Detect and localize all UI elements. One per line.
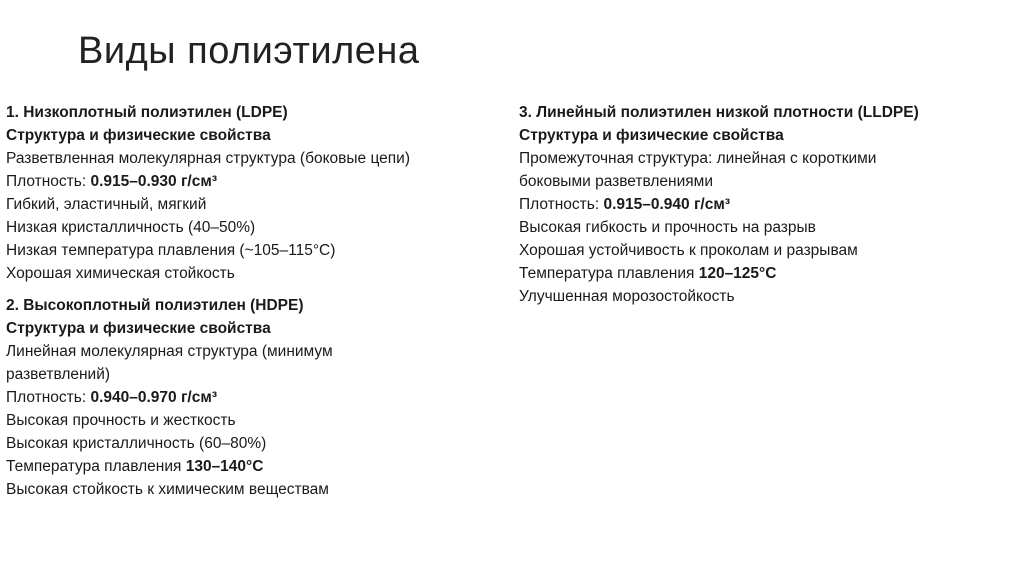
ldpe-flexibility: Гибкий, эластичный, мягкий: [6, 196, 207, 213]
ldpe-density-label: Плотность:: [6, 173, 91, 190]
hdpe-melting-label: Температура плавления: [6, 458, 186, 475]
hdpe-structure-line2: разветвлений): [6, 366, 111, 383]
ldpe-subheading: Структура и физические свойства: [6, 127, 271, 144]
hdpe-heading: 2. Высокоплотный полиэтилен (HDPE): [6, 297, 304, 314]
lldpe-melting-label: Температура плавления: [519, 265, 699, 282]
ldpe-chemical-resistance: Хорошая химическая стойкость: [6, 265, 235, 282]
lldpe-density-label: Плотность:: [519, 196, 604, 213]
hdpe-chemical-resistance: Высокая стойкость к химическим веществам: [6, 481, 329, 498]
left-column: [6, 101, 496, 501]
ldpe-crystallinity: Низкая кристалличность (40–50%): [6, 219, 256, 236]
lldpe-heading: 3. Линейный полиэтилен низкой плотности (LLDPE): [519, 104, 919, 121]
lldpe-section: [519, 101, 989, 308]
lldpe-melting-value: 120–125°C: [698, 265, 777, 282]
lldpe-density: [519, 193, 989, 216]
lldpe-puncture-resistance: Хорошая устойчивость к проколам и разрывам: [519, 242, 858, 259]
ldpe-density: [6, 170, 496, 193]
lldpe-density-value: 0.915–0.940 г/см³: [603, 196, 730, 213]
hdpe-crystallinity: Высокая кристалличность (60–80%): [6, 435, 267, 452]
hdpe-density-value: 0.940–0.970 г/см³: [90, 389, 217, 406]
slide-title: Виды полиэтилена: [78, 30, 420, 72]
hdpe-structure-line1: Линейная молекулярная структура (минимум: [6, 343, 333, 360]
section-gap: [6, 285, 496, 294]
ldpe-section: [6, 101, 496, 285]
ldpe-melting-point: Низкая температура плавления (~105–115°C): [6, 242, 336, 259]
lldpe-melting-point: [519, 262, 989, 285]
hdpe-melting-value: 130–140°C: [185, 458, 264, 475]
ldpe-heading: 1. Низкоплотный полиэтилен (LDPE): [6, 104, 288, 121]
lldpe-structure-line2: боковыми разветвлениями: [519, 173, 713, 190]
lldpe-subheading: Структура и физические свойства: [519, 127, 784, 144]
hdpe-subheading: Структура и физические свойства: [6, 320, 271, 337]
ldpe-structure: Разветвленная молекулярная структура (боковые цепи): [6, 150, 410, 167]
hdpe-section: [6, 294, 496, 501]
lldpe-flexibility: Высокая гибкость и прочность на разрыв: [519, 219, 816, 236]
hdpe-melting-point: [6, 455, 496, 478]
lldpe-structure-line1: Промежуточная структура: линейная с короткими: [519, 150, 877, 167]
right-column: [519, 101, 989, 308]
ldpe-density-value: 0.915–0.930 г/см³: [90, 173, 217, 190]
hdpe-strength: Высокая прочность и жесткость: [6, 412, 236, 429]
lldpe-frost-resistance: Улучшенная морозостойкость: [519, 288, 735, 305]
hdpe-density: [6, 386, 496, 409]
hdpe-density-label: Плотность:: [6, 389, 91, 406]
